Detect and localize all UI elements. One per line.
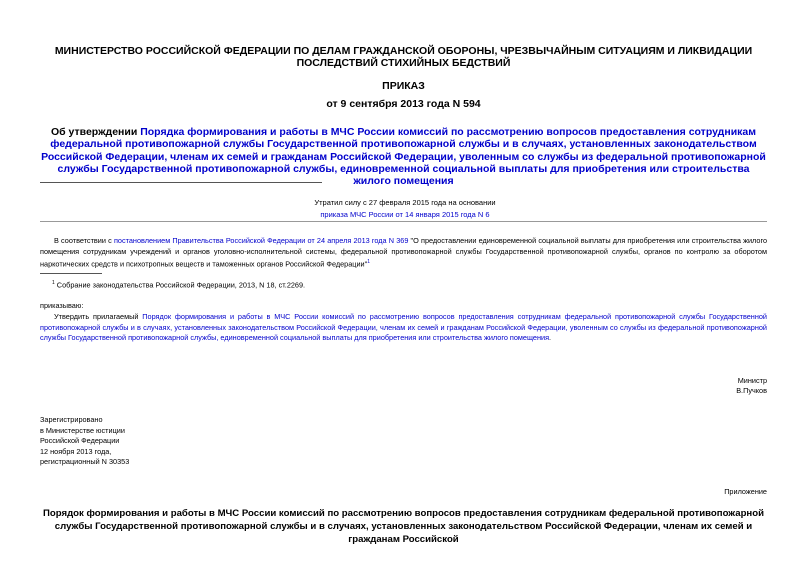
divider — [40, 182, 322, 183]
appendix-title: Порядок формирования и работы в МЧС России комиссий по рассмотрению вопросов предоставления сотрудникам федеральной противопожарной службы Государственной противопожарной службы и в случаях, установленных законодательством Российской Федерации, членам их семей и гражданам Российской — [43, 508, 764, 545]
title-link[interactable]: Порядка формирования и работы в МЧС России комиссий по рассмотрению вопросов предоставления сотрудникам федеральной противопожарной службы Государственной противопожарной службы и в случаях, установленных законодательством Российской Федерации, членам их семей и гражданам Российской Федерации, уволенным со службы из федеральной противопожарной службы Государственной противопожарной службы, единовременной социальной выплаты для приобретения или строительства жилого помещения — [41, 126, 766, 188]
basis-prefix: В соответствии с — [54, 236, 114, 245]
title-prefix: Об утверждении — [50, 126, 141, 138]
status-text: Утратил силу с 27 февраля 2015 года на основании — [314, 198, 496, 207]
basis-paragraph — [40, 236, 767, 270]
signature-name: В.Пучков — [736, 386, 767, 395]
status-link[interactable]: приказа МЧС России от 14 января 2015 года N 6 — [320, 209, 490, 219]
footnote-num: 1 — [52, 280, 55, 286]
ministry-heading: МИНИСТЕРСТВО РОССИЙСКОЙ ФЕДЕРАЦИИ ПО ДЕЛАМ ГРАЖДАНСКОЙ ОБОРОНЫ, ЧРЕЗВЫЧАЙНЫМ СИТУАЦИЯМ И ЛИКВИДАЦИИ ПОСЛЕДСТВИЙ СТИХИЙНЫХ БЕДСТВИЙ — [54, 45, 753, 69]
signature-position: Министр — [737, 376, 767, 385]
registration-line: регистрационный N 30353 — [40, 457, 130, 466]
registration-line: в Министерстве юстиции — [40, 425, 125, 435]
document-title — [40, 126, 767, 187]
order-suffix: . — [549, 333, 552, 342]
date-number-heading: от 9 сентября 2013 года N 594 — [326, 98, 481, 110]
registration-block — [40, 415, 129, 468]
order-paragraph — [40, 312, 767, 344]
registration-line: Зарегистрировано — [40, 415, 103, 424]
order-link[interactable]: Порядок формирования и работы в МЧС России комиссий по рассмотрению вопросов предоставления сотрудникам федеральной противопожарной службы Государственной противопожарной службы и в случаях, установленных законодательством Российской Федерации, членам их семей и гражданам Российской Федерации, уволенным со службы из федеральной противопожарной службы Государственной противопожарной службы, единовременной социальной выплаты для приобретения или строительства жилого помещения — [40, 312, 767, 342]
doc-type-heading: ПРИКАЗ — [382, 80, 425, 92]
order-label: приказываю: — [40, 301, 84, 310]
footnote — [52, 280, 305, 289]
signature-block — [736, 376, 767, 396]
basis-text: "О предоставлении единовременной социальной выплаты для приобретения или строительства жилого помещения сотрудникам учреждений и органов уголовно-исполнительной системы, федеральной противопожарной службы Государственной противопожарной службы, органов по контролю за оборотом наркотических средств и психотропных веществ и таможенных органов Российской Федерации" — [40, 236, 768, 269]
status-note — [300, 197, 510, 220]
basis-link[interactable]: постановлением Правительства Российской Федерации от 24 апреля 2013 года N 369 — [113, 236, 409, 245]
divider — [40, 221, 767, 222]
footnote-ref[interactable]: 1 — [367, 259, 370, 265]
footnote-text: Собрание законодательства Российской Федерации, 2013, N 18, ст.2269. — [54, 280, 306, 290]
footnote-divider — [40, 273, 102, 274]
appendix-label: Приложение — [724, 487, 767, 496]
order-prefix: Утвердить прилагаемый — [54, 312, 143, 321]
registration-line: 12 ноября 2013 года, — [40, 446, 112, 456]
registration-line: Российской Федерации — [40, 436, 120, 445]
